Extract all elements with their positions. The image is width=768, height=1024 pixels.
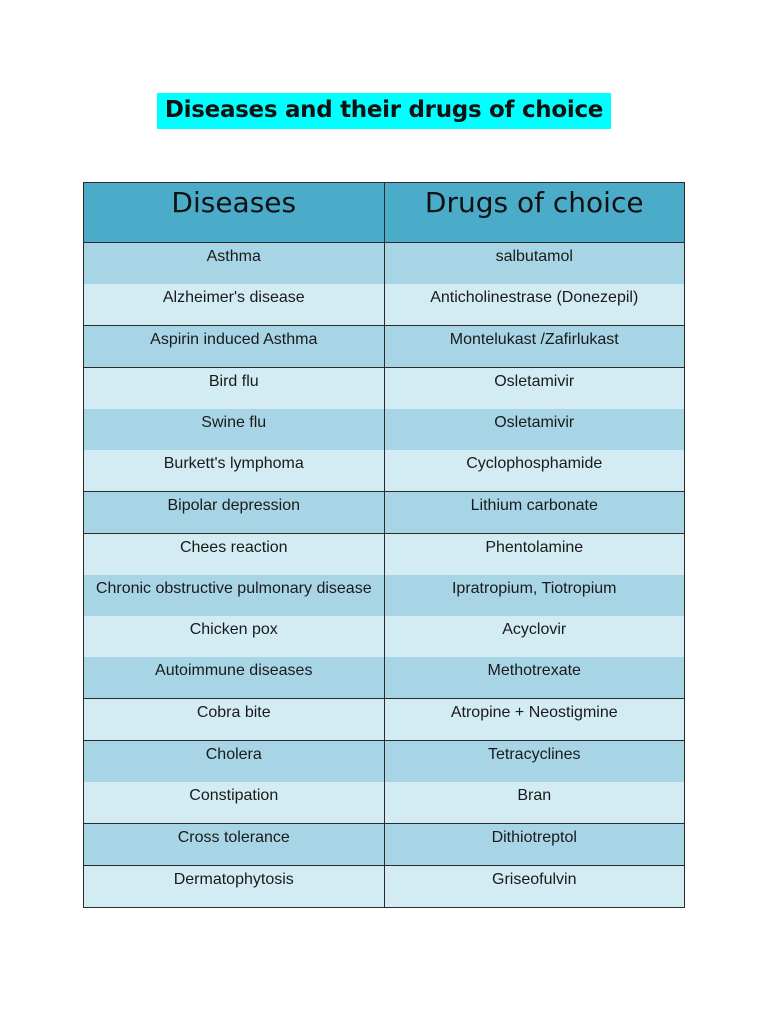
- table-header-row: [84, 183, 685, 243]
- table-row: [84, 657, 685, 699]
- drug-cell: Ipratropium, Tiotropium: [384, 575, 685, 616]
- table-row: [84, 575, 685, 616]
- disease-cell: Dermatophytosis: [84, 866, 385, 908]
- disease-cell: Chees reaction: [84, 534, 385, 576]
- table-row: [84, 492, 685, 534]
- table-row: [84, 824, 685, 866]
- disease-cell: Cholera: [84, 741, 385, 783]
- drug-cell: Anticholinestrase (Donezepil): [384, 284, 685, 326]
- disease-cell: Chronic obstructive pulmonary disease: [84, 575, 385, 616]
- drug-cell: Dithiotreptol: [384, 824, 685, 866]
- table-row: [84, 368, 685, 410]
- table-row: [84, 741, 685, 783]
- table-row: [84, 326, 685, 368]
- disease-cell: Bird flu: [84, 368, 385, 410]
- drug-cell: Acyclovir: [384, 616, 685, 657]
- disease-cell: Chicken pox: [84, 616, 385, 657]
- drug-cell: Lithium carbonate: [384, 492, 685, 534]
- disease-cell: Aspirin induced Asthma: [84, 326, 385, 368]
- table-row: [84, 866, 685, 908]
- drug-cell: Cyclophosphamide: [384, 450, 685, 492]
- table-row: [84, 782, 685, 824]
- drugs-table: [83, 182, 685, 908]
- table-row: [84, 450, 685, 492]
- page-title: Diseases and their drugs of choice: [157, 93, 611, 129]
- drug-cell: salbutamol: [384, 243, 685, 285]
- table-row: [84, 284, 685, 326]
- drug-cell: Atropine + Neostigmine: [384, 699, 685, 741]
- drug-cell: Phentolamine: [384, 534, 685, 576]
- table-row: [84, 699, 685, 741]
- drug-cell: Bran: [384, 782, 685, 824]
- disease-cell: Swine flu: [84, 409, 385, 450]
- table-row: [84, 243, 685, 285]
- disease-cell: Burkett's lymphoma: [84, 450, 385, 492]
- disease-cell: Asthma: [84, 243, 385, 285]
- disease-cell: Cross tolerance: [84, 824, 385, 866]
- disease-cell: Constipation: [84, 782, 385, 824]
- disease-cell: Cobra bite: [84, 699, 385, 741]
- table-row: [84, 534, 685, 576]
- disease-cell: Bipolar depression: [84, 492, 385, 534]
- table-row: [84, 409, 685, 450]
- disease-cell: Autoimmune diseases: [84, 657, 385, 699]
- disease-cell: Alzheimer's disease: [84, 284, 385, 326]
- drug-cell: Griseofulvin: [384, 866, 685, 908]
- drug-cell: Osletamivir: [384, 368, 685, 410]
- drug-cell: Tetracyclines: [384, 741, 685, 783]
- table-row: [84, 616, 685, 657]
- drug-cell: Montelukast /Zafirlukast: [384, 326, 685, 368]
- header-diseases: Diseases: [84, 183, 385, 243]
- drug-cell: Methotrexate: [384, 657, 685, 699]
- title-container: [0, 93, 768, 129]
- header-drugs-of-choice: Drugs of choice: [384, 183, 685, 243]
- drug-cell: Osletamivir: [384, 409, 685, 450]
